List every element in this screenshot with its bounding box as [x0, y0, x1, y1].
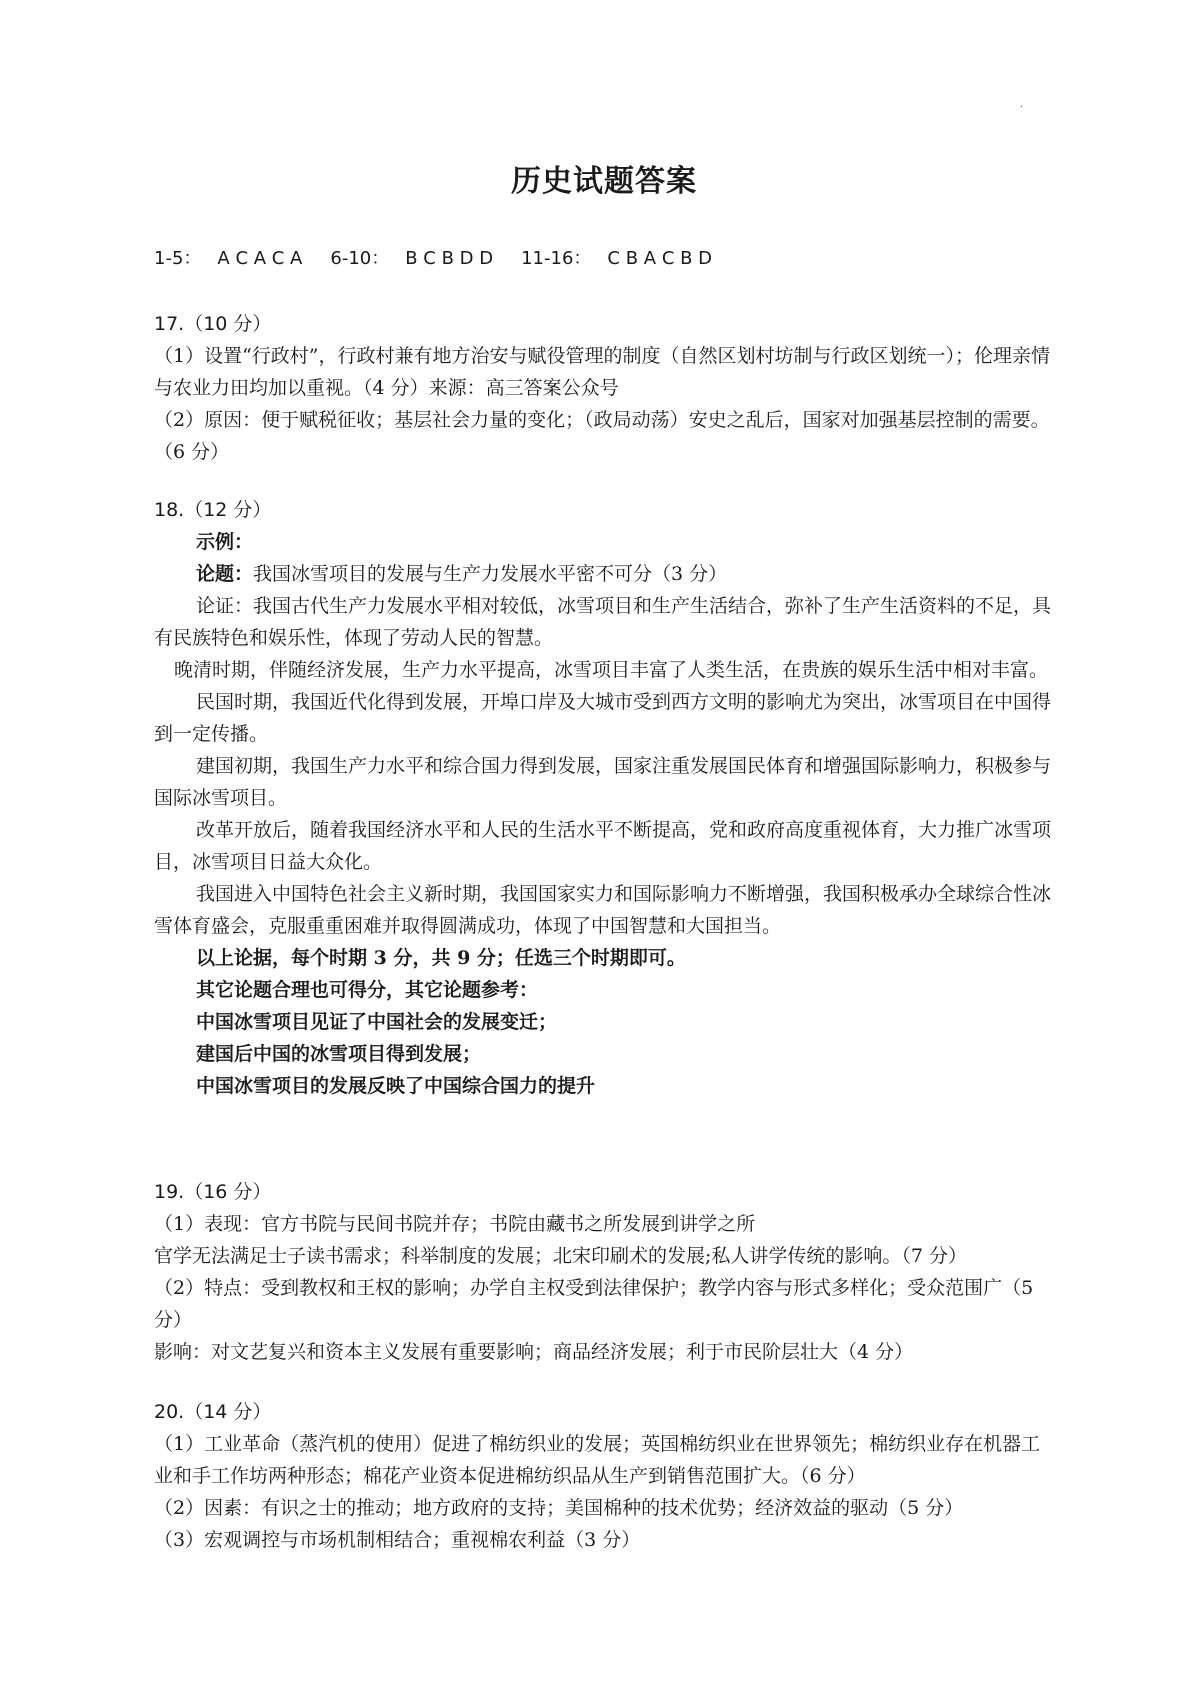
example-label: 示例：	[196, 531, 254, 553]
multiple-choice-answers	[154, 244, 740, 270]
question-20	[154, 1396, 1054, 1556]
answer-group-1: 1-5： A C A C A	[154, 248, 303, 269]
argument-ancient: 论证：我国古代生产力发展水平相对较低，冰雪项目和生产生活结合，弥补了生产生活资料的不足，具有民族特色和娱乐性，体现了劳动人民的智慧。	[154, 595, 1052, 649]
alt-thesis-2: 建国后中国的冰雪项目得到发展；	[196, 1043, 482, 1065]
answer-group-3: 11-16： C B A C B D	[521, 248, 713, 269]
argument-late-qing: 晚清时期，伴随经济发展，生产力水平提高，冰雪项目丰富了人类生活，在贵族的娱乐生活中相对丰富。	[174, 659, 1049, 681]
thesis-line	[154, 558, 1054, 590]
question-19-reasons: 官学无法满足士子读书需求；科举制度的发展；北宋印刷术的发展;私人讲学传统的影响。（7 分）	[154, 1245, 968, 1267]
question-19-part-2: （2）特点：受到教权和王权的影响；办学自主权受到法律保护；教学内容与形式多样化；受众范围广（5 分）	[154, 1277, 1034, 1331]
argument-reform: 改革开放后，随着我国经济水平和人民的生活水平不断提高，党和政府高度重视体育，大力推广冰雪项目，冰雪项目日益大众化。	[154, 819, 1052, 873]
argument-republic: 民国时期，我国近代化得到发展，开埠口岸及大城市受到西方文明的影响尤为突出，冰雪项目在中国得到一定传播。	[154, 691, 1052, 745]
question-19-heading: 19.（16 分）	[154, 1181, 272, 1203]
question-17-part-2: （2）原因：便于赋税征收；基层社会力量的变化；（政局动荡）安史之乱后，国家对加强基层控制的需要。（6 分）	[154, 409, 1050, 463]
question-19	[154, 1176, 1054, 1368]
alt-thesis-1: 中国冰雪项目见证了中国社会的发展变迁；	[196, 1011, 558, 1033]
question-18	[154, 494, 1054, 1102]
question-20-part-2: （2）因素：有识之士的推动；地方政府的支持；美国棉种的技术优势；经济效益的驱动（5 分）	[154, 1497, 964, 1519]
argument-early-prc: 建国初期，我国生产力水平和综合国力得到发展，国家注重发展国民体育和增强国际影响力，积极参与国际冰雪项目。	[154, 755, 1052, 809]
thesis-text: 我国冰雪项目的发展与生产力发展水平密不可分（3 分）	[253, 563, 728, 585]
scoring-note: 以上论据，每个时期 3 分，共 9 分；任选三个时期即可。	[196, 947, 686, 969]
page-title: 历史试题答案	[511, 164, 697, 199]
alt-thesis-note: 其它论题合理也可得分，其它论题参考：	[196, 979, 539, 1001]
question-17-heading: 17.（10 分）	[154, 313, 272, 335]
question-19-impact: 影响：对文艺复兴和资本主义发展有重要影响；商品经济发展；利于市民阶层壮大（4 分）	[154, 1341, 914, 1363]
question-18-heading: 18.（12 分）	[154, 499, 272, 521]
question-17-part-1: （1）设置“行政村”，行政村兼有地方治安与赋役管理的制度（自然区划村坊制与行政区划统一）；伦理亲情与农业力田均加以重视。（4 分）来源：高三答案公众号	[154, 345, 1051, 399]
question-20-part-1: （1）工业革命（蒸汽机的使用）促进了棉纺织业的发展；英国棉纺织业在世界领先；棉纺织业存在机器工业和手工作坊两种形态；棉花产业资本促进棉纺织品从生产到销售范围扩大。（6 分）	[154, 1433, 1041, 1487]
question-19-part-1: （1）表现：官方书院与民间书院并存；书院由藏书之所发展到讲学之所	[154, 1213, 756, 1235]
alt-thesis-3: 中国冰雪项目的发展反映了中国综合国力的提升	[196, 1075, 596, 1097]
stray-dot: ·	[1020, 102, 1024, 113]
question-20-heading: 20.（14 分）	[154, 1401, 272, 1423]
question-17	[154, 308, 1054, 468]
thesis-label: 论题：	[196, 563, 254, 585]
question-20-part-3: （3）宏观调控与市场机制相结合；重视棉农利益（3 分）	[154, 1529, 641, 1551]
answer-group-2: 6-10： B C B D D	[330, 248, 494, 269]
argument-new-era: 我国进入中国特色社会主义新时期，我国国家实力和国际影响力不断增强，我国积极承办全球综合性冰雪体育盛会，克服重重困难并取得圆满成功，体现了中国智慧和大国担当。	[154, 883, 1052, 937]
